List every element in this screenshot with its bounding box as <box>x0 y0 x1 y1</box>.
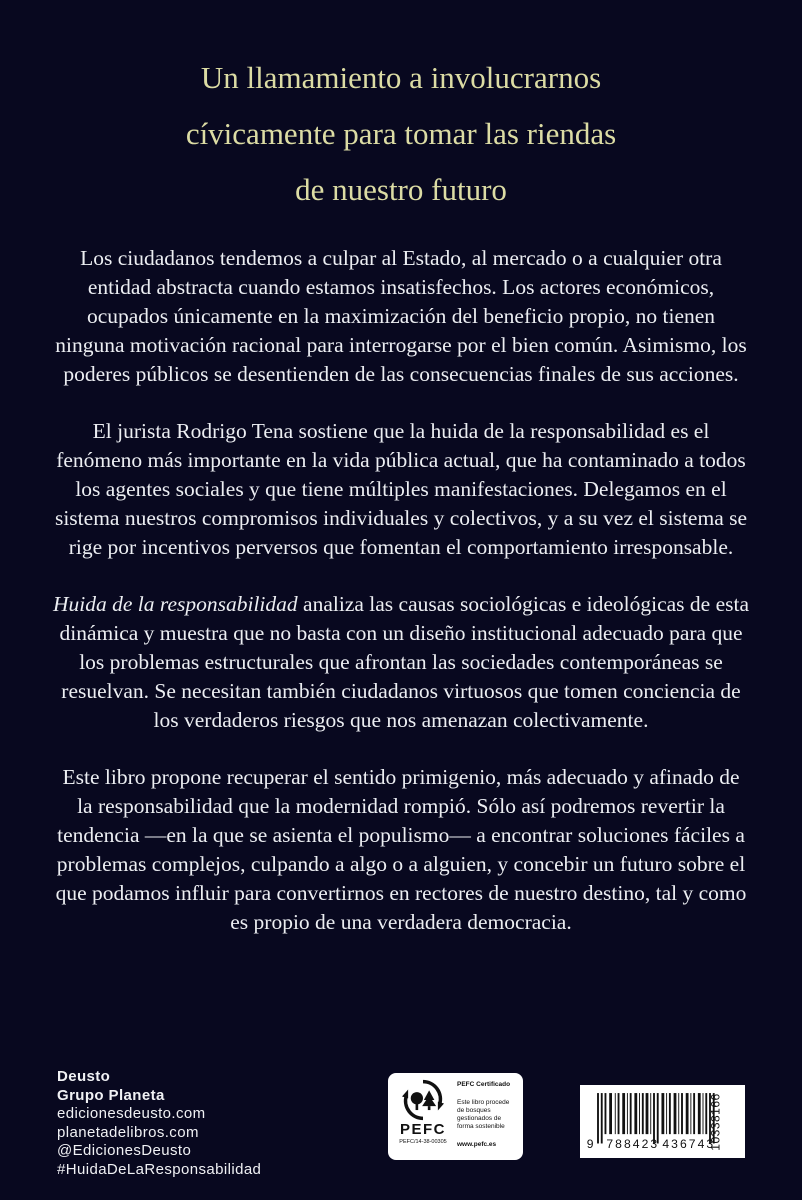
paragraph-text: El jurista Rodrigo Tena sostiene que la huida de la responsabilidad es el fenómeno más importante en la vida pública actual, que ha contaminado a todos los agentes sociales y que tiene múltiples manifestaciones. Delegamos en el sistema nuestros compromisos individuales y colectivos, y a su vez el sistema se rige por incentivos perversos que fomentan el comportamiento irresponsable. <box>54 419 748 559</box>
paragraph-text: analiza las causas sociológicas e ideológicas de esta dinámica y muestra que no basta con un diseño institucional adecuado para que los problemas estructurales que afrontan las sociedades contemporáneas se resuelvan. Se necesitan también ciudadanos virtuosos que tomen conciencia de los verdaderos riesgos que nos amenazan colectivamente. <box>59 592 749 732</box>
headline-line-3: de nuestro futuro <box>295 172 507 207</box>
publisher-url-2: planetadelibros.com <box>57 1123 199 1141</box>
synopsis-paragraph-2 <box>53 417 749 562</box>
publisher-url-1: edicionesdeusto.com <box>57 1105 206 1122</box>
synopsis-paragraph-3 <box>53 590 749 735</box>
headline-line-2: cívicamente para tomar las riendas <box>185 116 617 151</box>
pefc-certified-label: PEFC Certificado <box>457 1081 511 1088</box>
synopsis-paragraph-4 <box>53 763 749 937</box>
synopsis <box>53 244 749 937</box>
headline <box>0 0 802 218</box>
pefc-license-code: PEFC/14-38-00305 <box>399 1139 447 1145</box>
isbn-barcode <box>580 1085 745 1158</box>
publisher-block <box>57 1068 261 1179</box>
publisher-imprint: Deusto <box>57 1068 111 1085</box>
pefc-logo-column <box>395 1079 451 1156</box>
pefc-description: Este libro procede de bosques gestionados de forma sostenible <box>457 1099 510 1130</box>
pefc-certification-label <box>388 1073 523 1160</box>
publisher-hashtag: #HuidaDeLaResponsabilidad <box>57 1160 262 1178</box>
book-title-italic: Huida de la responsabilidad <box>53 592 298 616</box>
pefc-url: www.pefc.es <box>457 1141 497 1148</box>
publisher-group: Grupo Planeta <box>57 1086 165 1104</box>
pefc-trees-recycle-icon <box>401 1079 445 1121</box>
paragraph-text: Este libro propone recuperar el sentido primigenio, más adecuado y afinado de la responsabilidad que la modernidad rompió. Sólo así podremos revertir la tendencia —en la que se asienta el populismo— a encontrar soluciones fáciles a problemas complejos, culpando a algo o a alguien, y concebir un futuro sobre el que podamos influir para convertirnos en rectores de nuestro destino, tal y como es propio de una verdadera democracia. <box>55 765 747 934</box>
barcode-digits-group1: 788423 <box>606 1137 660 1152</box>
barcode-bars <box>584 1089 724 1155</box>
pefc-wordmark: PEFC <box>399 1121 446 1138</box>
barcode-digits-group2: 436743 <box>662 1137 716 1152</box>
publisher-social-handle: @EdicionesDeusto <box>57 1142 192 1159</box>
barcode-side-number: 10338166 <box>708 1092 723 1151</box>
pefc-text-column <box>451 1079 517 1156</box>
headline-line-1: Un llamamiento a involucrarnos <box>200 60 602 95</box>
synopsis-paragraph-1 <box>53 244 749 389</box>
barcode-digit-first: 9 <box>586 1137 594 1152</box>
paragraph-text: Los ciudadanos tendemos a culpar al Estado, al mercado o a cualquier otra entidad abstracta cuando estamos insatisfechos. Los actores económicos, ocupados únicamente en la maximización del beneficio propio, no tienen ninguna motivación racional para interrogarse por el bien común. Asimismo, los poderes públicos se desentienden de las consecuencias finales de sus acciones. <box>55 246 747 386</box>
